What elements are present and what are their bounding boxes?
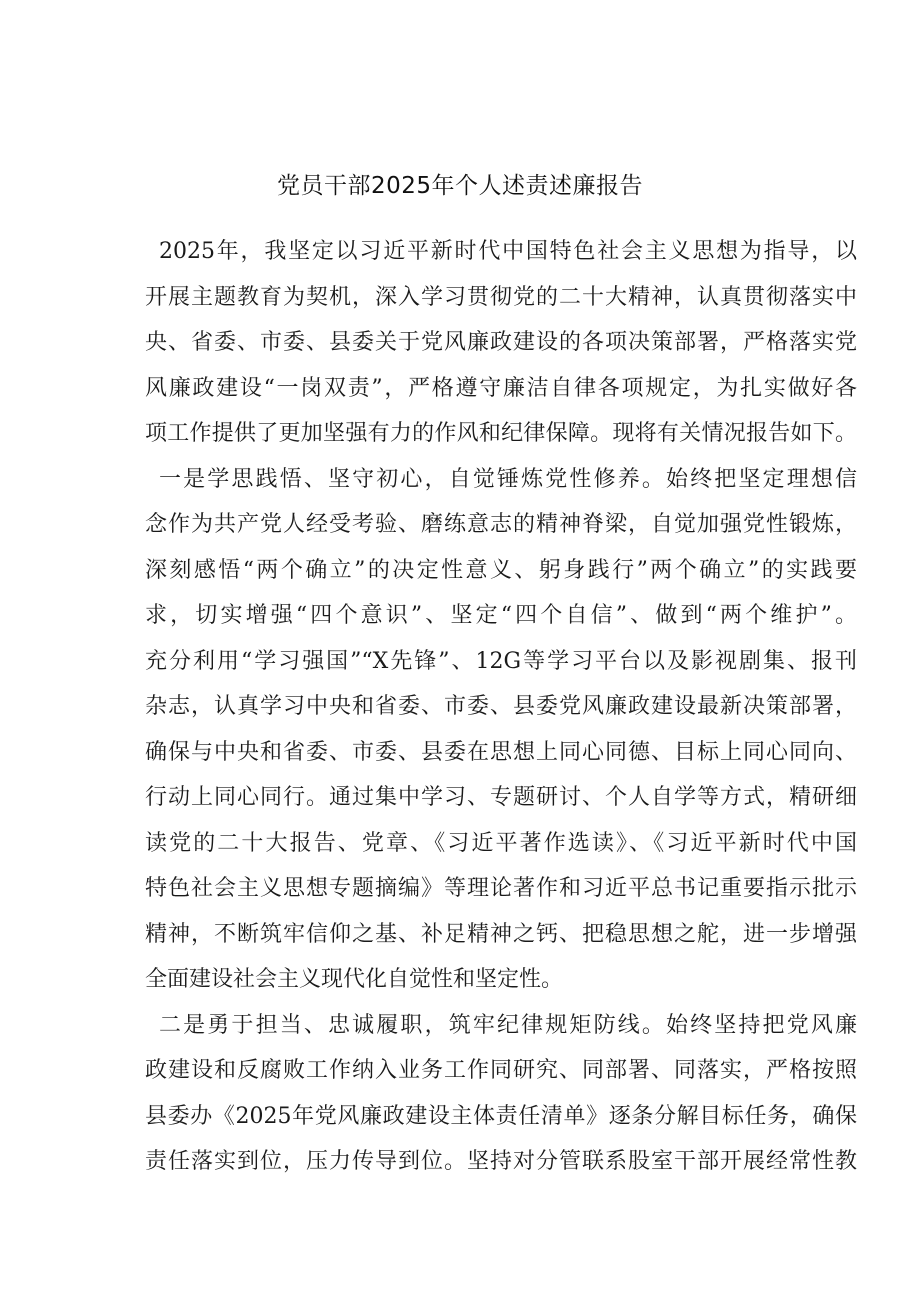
text-line: 充分利用“学习强国”“X先锋”、12G等学习平台以及影视剧集、报刊 (145, 648, 857, 674)
paragraph-section-one (145, 457, 857, 1003)
text-line: 项工作提供了更加坚强有力的作风和纪律保障。现将有关情况报告如下。 (145, 421, 857, 446)
text-line: 读党的二十大报告、党章、《习近平著作选读》、《习近平新时代中国 (145, 830, 857, 856)
document-body (145, 229, 857, 1185)
text-line: 念作为共产党人经受考验、磨练意志的精神脊梁，自觉加强党性锻炼， (145, 512, 857, 537)
text-line: 行动上同心同行。通过集中学习、专题研讨、个人自学等方式，精研细 (145, 785, 857, 810)
text-line: 县委办《2025年党风廉政建设主体责任清单》逐条分解目标任务，确保 (145, 1103, 857, 1129)
paragraph-intro (145, 229, 857, 457)
text-line: 一是学思践悟、坚守初心，自觉锤炼党性修养。始终把坚定理想信 (159, 466, 857, 492)
text-line: 全面建设社会主义现代化自觉性和坚定性。 (145, 967, 564, 992)
text-line: 杂志，认真学习中央和省委、市委、县委党风廉政建设最新决策部署， (145, 694, 857, 719)
text-line: 风廉政建设“一岗双责”，严格遵守廉洁自律各项规定，为扎实做好各 (145, 375, 857, 401)
text-line: 深刻感悟“两个确立”的决定性意义、躬身践行”两个确立”的实践要 (145, 557, 857, 583)
document-title: 党员干部2025年个人述责述廉报告 (276, 173, 644, 199)
text-line: 二是勇于担当、忠诚履职，筑牢纪律规矩防线。始终坚持把党风廉 (159, 1012, 857, 1038)
paragraph-section-two (145, 1003, 857, 1185)
text-line: 央、省委、市委、县委关于党风廉政建设的各项决策部署，严格落实党 (145, 330, 857, 355)
text-line: 精神，不断筑牢信仰之基、补足精神之钙、把稳思想之舵，进一步增强 (145, 921, 857, 947)
text-line: 政建设和反腐败工作纳入业务工作同研究、同部署、同落实，严格按照 (145, 1058, 857, 1083)
text-line: 开展主题教育为契机，深入学习贯彻党的二十大精神，认真贯彻落实中 (145, 284, 857, 310)
text-line: 求，切实增强“四个意识”、坚定“四个自信”、做到“两个维护”。 (145, 603, 857, 628)
text-line: 2025年，我坚定以习近平新时代中国特色社会主义思想为指导，以 (159, 239, 857, 264)
text-line: 确保与中央和省委、市委、县委在思想上同心同德、目标上同心同向、 (145, 739, 857, 765)
text-line: 特色社会主义思想专题摘编》等理论著作和习近平总书记重要指示批示 (145, 876, 857, 901)
text-line: 责任落实到位，压力传导到位。坚持对分管联系股室干部开展经常性教 (145, 1149, 857, 1174)
